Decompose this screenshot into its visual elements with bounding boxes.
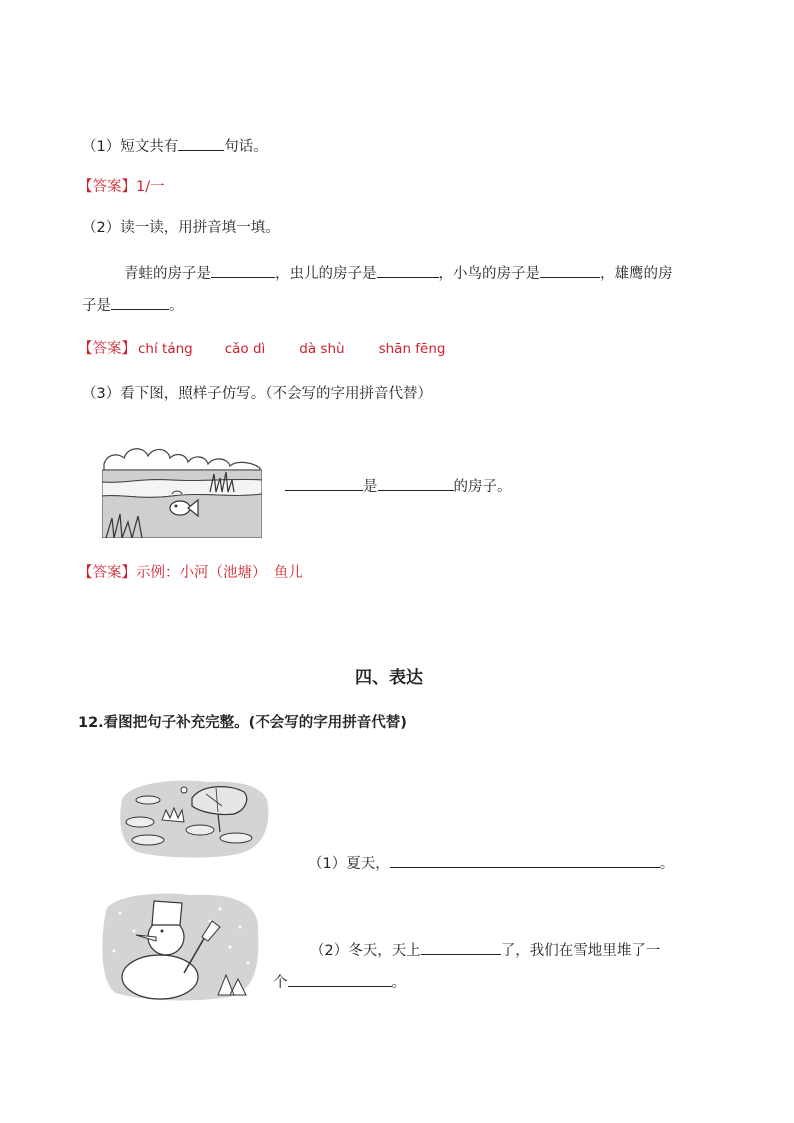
river-fish-illustration [102,434,262,538]
answer-1-text: 1/一 [136,179,165,195]
fill-blank-3 [540,263,600,278]
fill-line-1 [124,263,673,284]
sentence-2-end: 。 [391,975,406,991]
sentence-2-blank-2 [288,972,392,987]
question-1-prefix: （1）短文共有 [82,139,179,155]
question-1 [82,136,268,157]
fill-text-3: ，小鸟的房子是 [438,266,540,282]
q3-fill-mid: 是 [363,479,378,495]
fill-text-6: 。 [169,298,184,314]
q3-fill-end: 的房子。 [453,479,512,495]
answer-2 [78,339,445,359]
answer-1 [78,177,165,197]
question-1-suffix: 句话。 [224,139,268,155]
answer-tag: 【答案】 [78,341,136,357]
q3-blank-2 [378,476,454,491]
sentence-2-line2-text: 个 [273,975,288,991]
question-12: 12.看图把句子补充完整。(不会写的字用拼音代替) [78,715,407,731]
sentence-2-line-2 [273,972,406,993]
q3-blank-1 [285,476,363,491]
answer-3 [78,563,303,583]
sentence-1 [308,853,674,874]
fill-blank-4 [111,295,169,310]
fill-blank-1 [211,263,275,278]
fill-text-1: 青蛙的房子是 [124,266,211,282]
fill-text-2: ，虫儿的房子是 [275,266,377,282]
q3-fill-line [285,476,512,497]
pinyin-2: cǎo dì [224,341,266,357]
pinyin-1: chí táng [138,341,193,357]
answer-tag: 【答案】 [78,565,136,581]
pinyin-4: shān fēng [378,341,446,357]
answer-3-text: 示例：小河（池塘） 鱼儿 [136,565,303,581]
sentence-1-blank [390,853,660,868]
sentence-2-prefix: （2）冬天，天上 [310,943,421,959]
sentence-2-mid: 了，我们在雪地里堆了一 [500,943,661,959]
question-3: （3）看下图，照样子仿写。（不会写的字用拼音代替） [82,386,432,402]
sentence-2-blank-1 [421,940,501,955]
sentence-2 [310,940,660,961]
section-title: 四、表达 [355,668,423,688]
fill-text-4: ，雄鹰的房 [600,266,673,282]
sentence-1-end: 。 [659,856,675,872]
fill-line-2 [82,295,184,316]
fill-blank-2 [377,263,439,278]
snowman-illustration [100,891,262,1001]
answer-tag: 【答案】 [78,179,136,195]
answer-blank [178,136,224,151]
question-2: （2）读一读，用拼音填一填。 [82,220,280,236]
sentence-1-prefix: （1）夏天， [308,856,390,872]
fill-text-5: 子是 [82,298,111,314]
pinyin-3: dà shù [299,341,345,357]
section-heading [355,663,423,688]
lotus-pond-illustration [118,776,270,858]
